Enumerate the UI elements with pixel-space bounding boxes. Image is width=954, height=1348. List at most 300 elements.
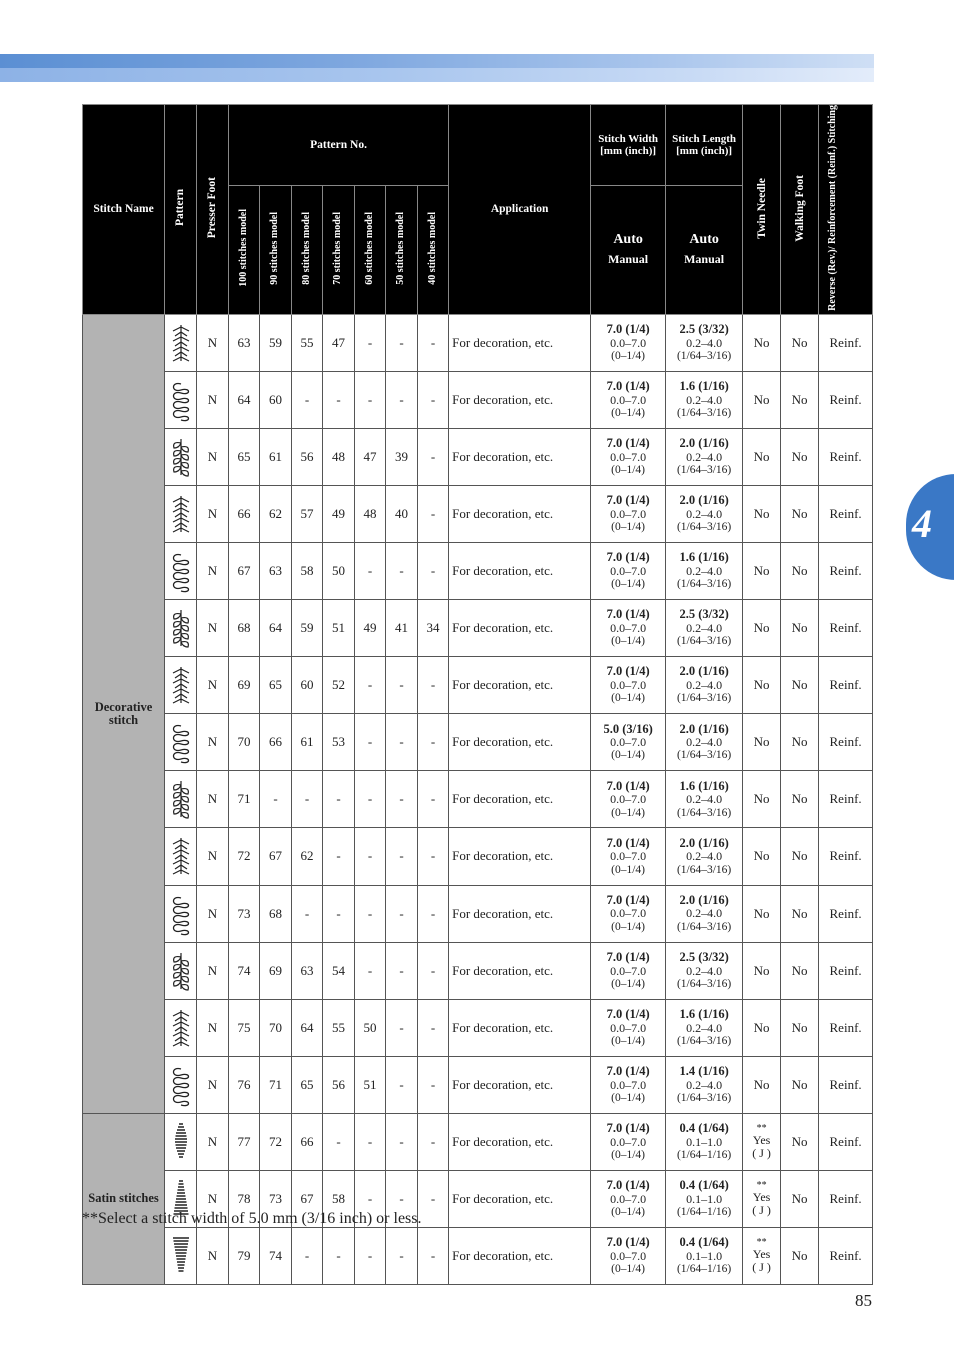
pattern-number-cell: 63 [260, 543, 292, 600]
width-auto: 7.0 (1/4) [606, 778, 650, 793]
pattern-number-cell: 70 [229, 714, 260, 771]
pattern-cell [165, 1056, 197, 1113]
header-band-bottom [0, 68, 874, 82]
pattern-number-cell: - [292, 771, 323, 828]
twin-needle-note: ** [756, 1123, 767, 1135]
pattern-cell [165, 429, 197, 486]
header-model-80: 80 stitches model [292, 185, 323, 314]
twin-needle-cell: No [743, 371, 781, 428]
length-range: 0.2–4.0 [686, 1077, 723, 1092]
width-range-inch: (0–1/4) [611, 350, 646, 363]
pattern-number-cell: 53 [323, 714, 355, 771]
application-cell: For decoration, etc. [449, 999, 591, 1056]
length-range: 0.2–4.0 [686, 1020, 723, 1035]
header-length-auto-manual: Auto Manual [666, 185, 743, 314]
stitch-width-cell [591, 371, 666, 428]
stitch-width-cell [591, 486, 666, 543]
stitch-length-cell [666, 314, 743, 371]
twin-needle-foot: ( J ) [752, 1259, 771, 1274]
reverse-cell: Reinf. [819, 828, 873, 885]
width-auto: 7.0 (1/4) [606, 1235, 650, 1250]
pattern-number-cell: - [418, 1227, 449, 1284]
width-range: 0.0–7.0 [610, 1191, 647, 1206]
length-range: 0.1–1.0 [686, 1134, 723, 1149]
pattern-cell [165, 371, 197, 428]
application-cell: For decoration, etc. [449, 543, 591, 600]
reverse-cell: Reinf. [819, 714, 873, 771]
pattern-number-cell: 56 [292, 429, 323, 486]
stitch-pattern-path [173, 1068, 188, 1105]
pattern-number-cell: - [418, 885, 449, 942]
reverse-cell: Reinf. [819, 1170, 873, 1227]
header-twin-needle: Twin Needle [743, 105, 781, 315]
walking-foot-cell: No [781, 429, 819, 486]
pattern-number-cell: 72 [260, 1113, 292, 1170]
header-width-auto-manual: Auto Manual [591, 185, 666, 314]
table-row [83, 1113, 873, 1170]
stitch-width-cell [591, 314, 666, 371]
width-range-inch: (0–1/4) [611, 977, 646, 990]
length-range: 0.2–4.0 [686, 906, 723, 921]
twin-needle-foot: ( J ) [752, 1145, 771, 1160]
stitch-pattern-icon [169, 1006, 193, 1050]
width-auto: 7.0 (1/4) [606, 892, 650, 907]
presser-foot-cell: N [197, 942, 229, 999]
walking-foot-cell: No [781, 600, 819, 657]
width-range-inch: (0–1/4) [611, 464, 646, 477]
stitch-length-cell [666, 999, 743, 1056]
width-range: 0.0–7.0 [610, 449, 647, 464]
twin-needle-value: Yes [752, 1190, 771, 1205]
length-auto: 2.0 (1/16) [679, 721, 729, 736]
presser-foot-cell: N [197, 486, 229, 543]
table-row [83, 371, 873, 428]
length-auto: 2.0 (1/16) [679, 436, 729, 451]
header-stitch-width: Stitch Width [mm (inch)] [591, 105, 666, 186]
width-auto: 5.0 (3/16) [603, 721, 653, 736]
stitch-pattern-path [173, 496, 189, 532]
pattern-number-cell: - [355, 714, 386, 771]
pattern-number-cell: 58 [292, 543, 323, 600]
stitch-pattern-icon [169, 435, 193, 479]
pattern-cell [165, 1113, 197, 1170]
pattern-number-cell: - [418, 429, 449, 486]
pattern-number-cell: 51 [355, 1056, 386, 1113]
table-row [83, 314, 873, 371]
length-auto: 2.5 (3/32) [679, 322, 729, 337]
presser-foot-cell: N [197, 314, 229, 371]
pattern-number-cell: 63 [229, 314, 260, 371]
table-row [83, 486, 873, 543]
application-cell: For decoration, etc. [449, 429, 591, 486]
application-cell: For decoration, etc. [449, 314, 591, 371]
pattern-number-cell: 73 [229, 885, 260, 942]
length-range: 0.2–4.0 [686, 564, 723, 579]
pattern-number-cell: 54 [323, 942, 355, 999]
pattern-cell [165, 885, 197, 942]
stitch-pattern-icon [169, 492, 193, 536]
width-range-inch: (0–1/4) [611, 692, 646, 705]
pattern-number-cell: - [386, 714, 418, 771]
reverse-cell: Reinf. [819, 371, 873, 428]
width-range-inch: (0–1/4) [611, 1034, 646, 1047]
stitch-width-cell [591, 429, 666, 486]
stitch-length-cell [666, 1227, 743, 1284]
header-reverse: Reverse (Rev.)/ Reinforcement (Reinf.) Stitching [819, 105, 873, 315]
pattern-number-cell: 66 [229, 486, 260, 543]
pattern-number-cell: - [292, 371, 323, 428]
stitch-pattern-icon [169, 777, 193, 821]
reverse-cell: Reinf. [819, 657, 873, 714]
page-number: 85 [855, 1291, 872, 1310]
walking-foot-cell: No [781, 1170, 819, 1227]
pattern-number-cell: 56 [323, 1056, 355, 1113]
stitch-pattern-icon [169, 834, 193, 878]
length-range: 0.2–4.0 [686, 792, 723, 807]
presser-foot-cell: N [197, 429, 229, 486]
pattern-number-cell: 34 [418, 600, 449, 657]
pattern-cell [165, 828, 197, 885]
stitch-pattern-icon [169, 949, 193, 993]
table-row [83, 714, 873, 771]
reverse-cell: Reinf. [819, 1227, 873, 1284]
pattern-number-cell: 70 [260, 999, 292, 1056]
twin-needle-cell [743, 1113, 781, 1170]
walking-foot-cell: No [781, 828, 819, 885]
pattern-number-cell: - [355, 771, 386, 828]
length-range-inch: (1/64–3/16) [676, 578, 732, 591]
stitch-width-cell [591, 714, 666, 771]
pattern-number-cell: 69 [229, 657, 260, 714]
pattern-number-cell: 67 [260, 828, 292, 885]
stitch-length-cell [666, 714, 743, 771]
twin-needle-note: ** [756, 1237, 767, 1249]
stitch-pattern-path [173, 897, 188, 934]
walking-foot-cell: No [781, 999, 819, 1056]
header-model-50: 50 stitches model [386, 185, 418, 314]
length-auto: 1.6 (1/16) [679, 1006, 729, 1021]
length-range-inch: (1/64–3/16) [676, 521, 732, 534]
stitch-pattern-icon [169, 549, 193, 593]
pattern-cell [165, 486, 197, 543]
pattern-number-cell: - [323, 1113, 355, 1170]
stitch-pattern-icon [169, 892, 193, 936]
stitch-length-cell [666, 771, 743, 828]
length-auto: 2.0 (1/16) [679, 892, 729, 907]
stitch-width-cell [591, 1227, 666, 1284]
stitch-pattern-icon [169, 720, 193, 764]
pattern-number-cell: - [418, 828, 449, 885]
pattern-number-cell: 60 [260, 371, 292, 428]
header-model-40: 40 stitches model [418, 185, 449, 314]
stitch-pattern-path [173, 1238, 189, 1271]
pattern-number-cell: - [355, 942, 386, 999]
pattern-number-cell: 60 [292, 657, 323, 714]
pattern-number-cell: - [323, 885, 355, 942]
pattern-number-cell: 78 [229, 1170, 260, 1227]
width-range: 0.0–7.0 [610, 678, 647, 693]
pattern-number-cell: - [386, 771, 418, 828]
pattern-number-cell: 71 [229, 771, 260, 828]
pattern-number-cell: 66 [260, 714, 292, 771]
width-range-inch: (0–1/4) [611, 1148, 646, 1161]
length-auto: 1.6 (1/16) [679, 379, 729, 394]
pattern-number-cell: 65 [260, 657, 292, 714]
length-range-inch: (1/64–3/16) [676, 1034, 732, 1047]
reverse-cell: Reinf. [819, 543, 873, 600]
stitch-width-cell [591, 942, 666, 999]
presser-foot-cell: N [197, 1170, 229, 1227]
pattern-number-cell: 61 [292, 714, 323, 771]
pattern-number-cell: 76 [229, 1056, 260, 1113]
pattern-number-cell: - [355, 543, 386, 600]
pattern-number-cell: - [355, 885, 386, 942]
presser-foot-cell: N [197, 1113, 229, 1170]
twin-needle-cell: No [743, 942, 781, 999]
walking-foot-cell: No [781, 885, 819, 942]
pattern-number-cell: - [418, 1113, 449, 1170]
pattern-number-cell: 55 [323, 999, 355, 1056]
twin-needle-cell: No [743, 600, 781, 657]
pattern-number-cell: 40 [386, 486, 418, 543]
walking-foot-cell: No [781, 1056, 819, 1113]
length-range-inch: (1/64–1/16) [676, 1263, 732, 1276]
width-range: 0.0–7.0 [610, 1248, 647, 1263]
width-auto: 7.0 (1/4) [606, 1006, 650, 1021]
pattern-number-cell: - [386, 543, 418, 600]
length-range: 0.2–4.0 [686, 335, 723, 350]
width-range: 0.0–7.0 [610, 735, 647, 750]
header-pattern-no: Pattern No. [229, 105, 449, 186]
pattern-number-cell: - [323, 771, 355, 828]
pattern-number-cell: 74 [229, 942, 260, 999]
length-auto: 0.4 (1/64) [679, 1178, 729, 1193]
table-row [83, 1056, 873, 1113]
table-row [83, 828, 873, 885]
pattern-number-cell: 64 [229, 371, 260, 428]
length-auto: 2.5 (3/32) [679, 607, 729, 622]
width-range: 0.0–7.0 [610, 906, 647, 921]
pattern-number-cell: 47 [355, 429, 386, 486]
pattern-number-cell: 49 [355, 600, 386, 657]
pattern-number-cell: - [418, 1170, 449, 1227]
length-range: 0.1–1.0 [686, 1191, 723, 1206]
walking-foot-cell: No [781, 657, 819, 714]
width-auto: 7.0 (1/4) [606, 436, 650, 451]
reverse-cell: Reinf. [819, 600, 873, 657]
pattern-number-cell: - [418, 1056, 449, 1113]
stitch-width-cell [591, 885, 666, 942]
twin-needle-cell: No [743, 1056, 781, 1113]
stitch-length-cell [666, 600, 743, 657]
application-cell: For decoration, etc. [449, 771, 591, 828]
header-model-90: 90 stitches model [260, 185, 292, 314]
stitch-length-cell [666, 486, 743, 543]
width-range-inch: (0–1/4) [611, 407, 646, 420]
length-range: 0.2–4.0 [686, 849, 723, 864]
presser-foot-cell: N [197, 771, 229, 828]
pattern-number-cell: - [323, 371, 355, 428]
pattern-number-cell: - [418, 543, 449, 600]
pattern-number-cell: - [355, 657, 386, 714]
walking-foot-cell: No [781, 486, 819, 543]
pattern-number-cell: - [292, 885, 323, 942]
application-cell: For decoration, etc. [449, 486, 591, 543]
footnote: **Select a stitch width of 5.0 mm (3/16 inch) or less. [82, 1210, 422, 1227]
stitch-width-cell [591, 771, 666, 828]
pattern-number-cell: - [355, 828, 386, 885]
reverse-cell: Reinf. [819, 314, 873, 371]
pattern-number-cell: 51 [323, 600, 355, 657]
pattern-number-cell: - [418, 314, 449, 371]
application-cell: For decoration, etc. [449, 1170, 591, 1227]
walking-foot-cell: No [781, 771, 819, 828]
presser-foot-cell: N [197, 1056, 229, 1113]
pattern-number-cell: - [323, 828, 355, 885]
length-auto: 1.4 (1/16) [679, 1063, 729, 1078]
stitch-width-cell [591, 1113, 666, 1170]
pattern-number-cell: - [260, 771, 292, 828]
presser-foot-cell: N [197, 828, 229, 885]
pattern-number-cell: - [418, 942, 449, 999]
pattern-number-cell: - [386, 828, 418, 885]
application-cell: For decoration, etc. [449, 714, 591, 771]
pattern-number-cell: 71 [260, 1056, 292, 1113]
stitch-pattern-path [173, 610, 188, 647]
length-range: 0.2–4.0 [686, 392, 723, 407]
pattern-number-cell: 64 [292, 999, 323, 1056]
width-auto: 7.0 (1/4) [606, 835, 650, 850]
length-range: 0.2–4.0 [686, 449, 723, 464]
pattern-number-cell: - [386, 1056, 418, 1113]
width-auto: 7.0 (1/4) [606, 1063, 650, 1078]
reverse-cell: Reinf. [819, 771, 873, 828]
stitch-pattern-icon [169, 378, 193, 422]
pattern-number-cell: 66 [292, 1113, 323, 1170]
stitch-pattern-path [173, 953, 188, 990]
presser-foot-cell: N [197, 714, 229, 771]
pattern-number-cell: 58 [323, 1170, 355, 1227]
width-auto: 7.0 (1/4) [606, 949, 650, 964]
twin-needle-cell: No [743, 999, 781, 1056]
width-range-inch: (0–1/4) [611, 635, 646, 648]
stitch-length-cell [666, 543, 743, 600]
walking-foot-cell: No [781, 714, 819, 771]
pattern-number-cell: 77 [229, 1113, 260, 1170]
header-pattern: Pattern [165, 105, 197, 315]
width-auto: 7.0 (1/4) [606, 379, 650, 394]
stitch-pattern-path [173, 555, 188, 592]
twin-needle-cell [743, 1227, 781, 1284]
width-auto: 7.0 (1/4) [606, 1120, 650, 1135]
length-range-inch: (1/64–3/16) [676, 464, 732, 477]
width-range-inch: (0–1/4) [611, 920, 646, 933]
width-range: 0.0–7.0 [610, 1077, 647, 1092]
pattern-number-cell: - [355, 1227, 386, 1284]
pattern-number-cell: - [418, 486, 449, 543]
pattern-number-cell: - [292, 1227, 323, 1284]
twin-needle-foot: ( J ) [752, 1202, 771, 1217]
twin-needle-cell: No [743, 657, 781, 714]
pattern-number-cell: - [386, 1170, 418, 1227]
application-cell: For decoration, etc. [449, 600, 591, 657]
header-model-100: 100 stitches model [229, 185, 260, 314]
width-auto: 7.0 (1/4) [606, 493, 650, 508]
pattern-number-cell: - [386, 999, 418, 1056]
stitch-pattern-path [173, 383, 188, 420]
length-range-inch: (1/64–1/16) [676, 1205, 732, 1218]
stitch-pattern-path [173, 325, 189, 361]
stitch-width-cell [591, 828, 666, 885]
chapter-number: 4 [912, 501, 932, 546]
width-range-inch: (0–1/4) [611, 749, 646, 762]
walking-foot-cell: No [781, 942, 819, 999]
length-range-inch: (1/64–3/16) [676, 863, 732, 876]
pattern-number-cell: 67 [292, 1170, 323, 1227]
twin-needle-cell [743, 1170, 781, 1227]
twin-needle-cell: No [743, 714, 781, 771]
pattern-number-cell: 75 [229, 999, 260, 1056]
pattern-number-cell: 52 [323, 657, 355, 714]
pattern-number-cell: 65 [229, 429, 260, 486]
stitch-width-cell [591, 543, 666, 600]
stitch-pattern-path [173, 838, 189, 874]
reverse-cell: Reinf. [819, 942, 873, 999]
width-auto: 7.0 (1/4) [606, 550, 650, 565]
walking-foot-cell: No [781, 1113, 819, 1170]
pattern-cell [165, 657, 197, 714]
width-range-inch: (0–1/4) [611, 1091, 646, 1104]
width-range-inch: (0–1/4) [611, 1205, 646, 1218]
twin-needle-cell: No [743, 828, 781, 885]
stitch-length-cell [666, 1170, 743, 1227]
walking-foot-cell: No [781, 314, 819, 371]
twin-needle-note: ** [756, 1180, 767, 1192]
pattern-number-cell: 62 [292, 828, 323, 885]
pattern-cell [165, 771, 197, 828]
pattern-number-cell: - [386, 1113, 418, 1170]
stitch-width-cell [591, 1170, 666, 1227]
table-row [83, 885, 873, 942]
pattern-number-cell: - [355, 371, 386, 428]
pattern-number-cell: 59 [260, 314, 292, 371]
presser-foot-cell: N [197, 657, 229, 714]
width-range: 0.0–7.0 [610, 963, 647, 978]
stitch-length-cell [666, 942, 743, 999]
pattern-number-cell: 49 [323, 486, 355, 543]
application-cell: For decoration, etc. [449, 371, 591, 428]
stitch-pattern-path [173, 781, 188, 818]
stitch-length-cell [666, 1056, 743, 1113]
width-range: 0.0–7.0 [610, 621, 647, 636]
stitch-pattern-icon [169, 1234, 193, 1278]
header-model-60: 60 stitches model [355, 185, 386, 314]
length-range-inch: (1/64–3/16) [676, 407, 732, 420]
length-auto: 0.4 (1/64) [679, 1120, 729, 1135]
width-range: 0.0–7.0 [610, 849, 647, 864]
length-range-inch: (1/64–3/16) [676, 749, 732, 762]
presser-foot-cell: N [197, 1227, 229, 1284]
pattern-number-cell: - [355, 1170, 386, 1227]
pattern-number-cell: - [386, 657, 418, 714]
twin-needle-cell: No [743, 429, 781, 486]
presser-foot-cell: N [197, 999, 229, 1056]
length-range: 0.2–4.0 [686, 678, 723, 693]
width-range: 0.0–7.0 [610, 507, 647, 522]
width-auto: 7.0 (1/4) [606, 607, 650, 622]
pattern-number-cell: 48 [323, 429, 355, 486]
twin-needle-cell: No [743, 314, 781, 371]
